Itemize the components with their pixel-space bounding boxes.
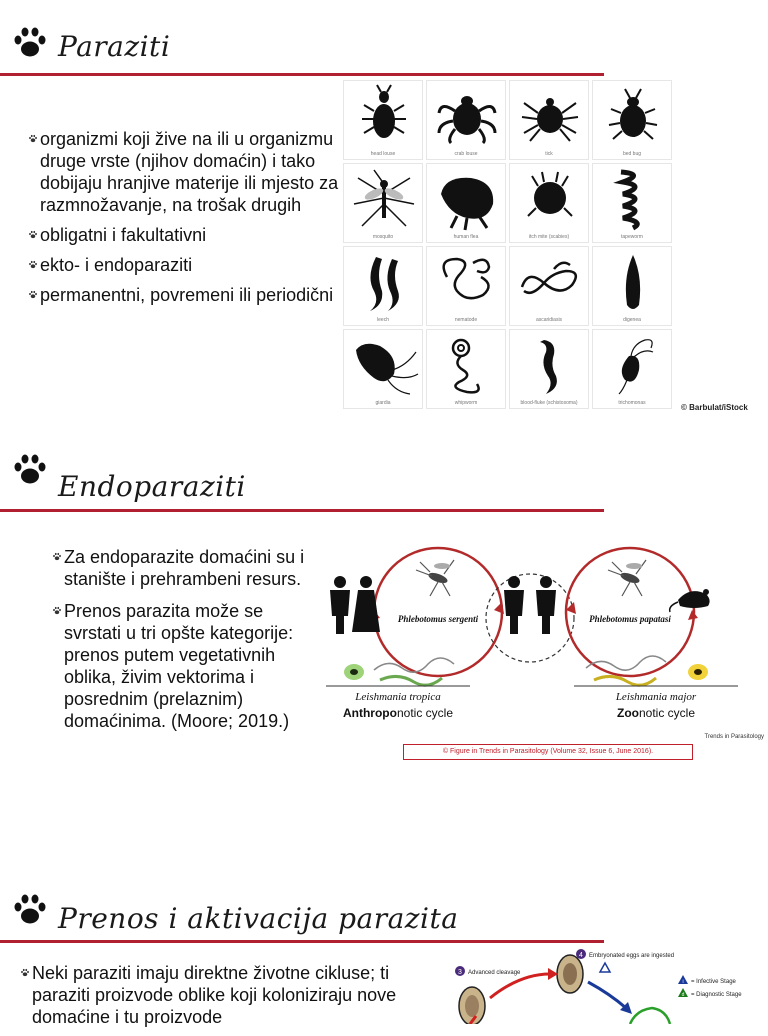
svg-text:d: d xyxy=(681,992,685,998)
bullet-text: Neki paraziti imaju direktne životne cikluse; ti paraziti proizvode oblike koji koloniziraju nove domaćine i tu proizvode xyxy=(32,963,397,1027)
bullet-paw-icon xyxy=(52,552,62,561)
cell-label: tick xyxy=(545,151,553,157)
tapeworm-icon xyxy=(593,164,673,234)
cell-label: trichomonas xyxy=(618,400,646,406)
cell-label: crab louse xyxy=(454,151,478,157)
bullet-list xyxy=(52,546,312,740)
svg-text:4: 4 xyxy=(579,952,583,959)
cell-label: tapeworm xyxy=(621,234,643,240)
left-species-label: Leishmania tropica xyxy=(355,691,441,703)
egg-icon xyxy=(459,987,485,1024)
bullet-text: organizmi koji žive na ili u organizmu druge vrste (njihov domaćin) i tako dobijaju hranjive materije ili mjesto za razmnožavanje, na trošak drugih xyxy=(40,129,339,215)
digenea-icon xyxy=(593,247,673,317)
step-3-label: Advanced cleavage xyxy=(468,970,521,976)
right-vector-label: Phlebotomus papatasi xyxy=(589,614,671,624)
parasite-cell-ascaris xyxy=(509,246,589,326)
paw-icon xyxy=(10,25,50,59)
egg-icon xyxy=(557,955,583,993)
sandfly-icon xyxy=(416,560,454,596)
bullet-text: Za endoparazite domaćini su i stanište i prehrambeni resurs. xyxy=(64,547,305,589)
bullet-item xyxy=(28,284,340,306)
svg-text:3: 3 xyxy=(458,969,462,976)
legend-diagnostic-label: = Diagnostic Stage xyxy=(691,992,742,998)
journal-label: Trends in Parasitology xyxy=(704,734,764,740)
legend-infective-label: = Infective Stage xyxy=(691,979,736,985)
bullet-paw-icon xyxy=(28,134,38,143)
crab-louse-icon xyxy=(427,81,507,151)
leech-icon xyxy=(344,247,424,317)
parasite-cell-nematode xyxy=(426,246,506,326)
human-figure-icon xyxy=(504,576,556,634)
svg-text:i: i xyxy=(682,979,684,985)
slide-1-header xyxy=(0,0,768,80)
bullet-item xyxy=(52,600,312,732)
zoonotic-cycle-label: Zoonotic cycle xyxy=(616,706,696,720)
human-flea-icon xyxy=(427,164,507,234)
cell-label: leech xyxy=(377,317,389,323)
title-divider xyxy=(0,509,604,512)
leishmania-cycle-figure xyxy=(318,540,768,745)
anthroponotic-cycle-label: Anthroponotic cycle xyxy=(342,706,454,720)
figure-caption: © Figure in Trends in Parasitology (Volume 32, Issue 6, June 2016). xyxy=(403,744,693,760)
human-figure-icon xyxy=(330,576,380,634)
parasite-image-grid xyxy=(343,80,674,411)
bullet-paw-icon xyxy=(52,606,62,615)
tick-icon xyxy=(510,81,590,151)
blood-fluke-icon xyxy=(510,330,590,400)
parasite-cell-giardia xyxy=(343,329,423,409)
bullet-paw-icon xyxy=(20,968,30,977)
parasite-cell-bed-bug xyxy=(592,80,672,160)
cell-label: bed bug xyxy=(622,151,642,157)
slide-title: Paraziti xyxy=(58,30,171,63)
parasite-cell-tapeworm xyxy=(592,163,672,243)
bullet-list xyxy=(28,128,340,314)
parasite-cell-crab-louse xyxy=(426,80,506,160)
parasite-cell-digenea xyxy=(592,246,672,326)
parasite-cell-human-flea xyxy=(426,163,506,243)
bullet-text: permanentni, povremeni ili periodični xyxy=(40,285,334,305)
parasite-cell-trichomonas xyxy=(592,329,672,409)
bullet-text: obligatni i fakultativni xyxy=(40,225,207,245)
trichomonas-icon xyxy=(593,330,673,400)
paw-icon xyxy=(10,892,50,926)
bullet-paw-icon xyxy=(28,230,38,239)
bullet-text: Prenos parazita može se svrstati u tri opšte kategorije: prenos putem vegetativnih oblika, živim vektorima i posrednim (prelaznim) domaćinima. (Moore; 2019.) xyxy=(64,601,294,731)
parasite-cell-whipworm xyxy=(426,329,506,409)
bullet-text: ekto- i endoparaziti xyxy=(40,255,193,275)
cell-label: human flea xyxy=(453,234,479,240)
bullet-list xyxy=(20,962,420,1036)
title-divider xyxy=(0,940,604,943)
bullet-item xyxy=(28,128,340,216)
parasite-cell-tick xyxy=(509,80,589,160)
bullet-item xyxy=(52,546,312,590)
cell-label: giardia xyxy=(375,400,391,406)
ascaris-icon xyxy=(510,247,590,317)
cell-label: ascaridiasis xyxy=(535,317,563,323)
cell-label: mosquito xyxy=(372,234,394,240)
infective-stage-icon xyxy=(600,963,610,972)
slide-title: Prenos i aktivacija parazita xyxy=(58,902,459,935)
bullet-item xyxy=(28,224,340,246)
cell-label: nematode xyxy=(454,317,478,323)
sandfly-icon xyxy=(608,560,646,596)
image-credit: © Barbulat/iStock xyxy=(681,403,748,412)
parasite-cell-head-louse xyxy=(343,80,423,160)
slide-title: Endoparaziti xyxy=(58,470,246,503)
slide-3-header xyxy=(0,880,768,950)
parasite-cell-itch-mite xyxy=(509,163,589,243)
step-4-label: Embryonated eggs are ingested xyxy=(589,953,675,959)
bullet-item xyxy=(20,962,420,1028)
cell-label: digenea xyxy=(623,317,641,323)
whipworm-icon xyxy=(427,330,507,400)
lifecycle-figure xyxy=(440,944,760,1024)
rodent-icon xyxy=(670,589,710,612)
slide-2-header xyxy=(0,440,768,520)
bullet-paw-icon xyxy=(28,290,38,299)
parasite-cell-mosquito xyxy=(343,163,423,243)
head-louse-icon xyxy=(344,81,424,151)
giardia-icon xyxy=(344,330,424,400)
parasite-cell-leech xyxy=(343,246,423,326)
bullet-item xyxy=(28,254,340,276)
nematode-icon xyxy=(427,247,507,317)
cell-label: head louse xyxy=(370,151,396,157)
bed-bug-icon xyxy=(593,81,673,151)
bullet-paw-icon xyxy=(28,260,38,269)
parasite-cell-blood-fluke xyxy=(509,329,589,409)
right-species-label: Leishmania major xyxy=(615,691,697,703)
cell-label: itch mite (scabies) xyxy=(528,234,570,240)
mosquito-icon xyxy=(344,164,424,234)
itch-mite-icon xyxy=(510,164,590,234)
left-vector-label: Phlebotomus sergenti xyxy=(397,614,479,624)
title-divider xyxy=(0,73,604,76)
cell-label: whipworm xyxy=(454,400,478,406)
paw-icon xyxy=(10,452,50,486)
cell-label: blood-fluke (schistosoma) xyxy=(520,400,578,406)
